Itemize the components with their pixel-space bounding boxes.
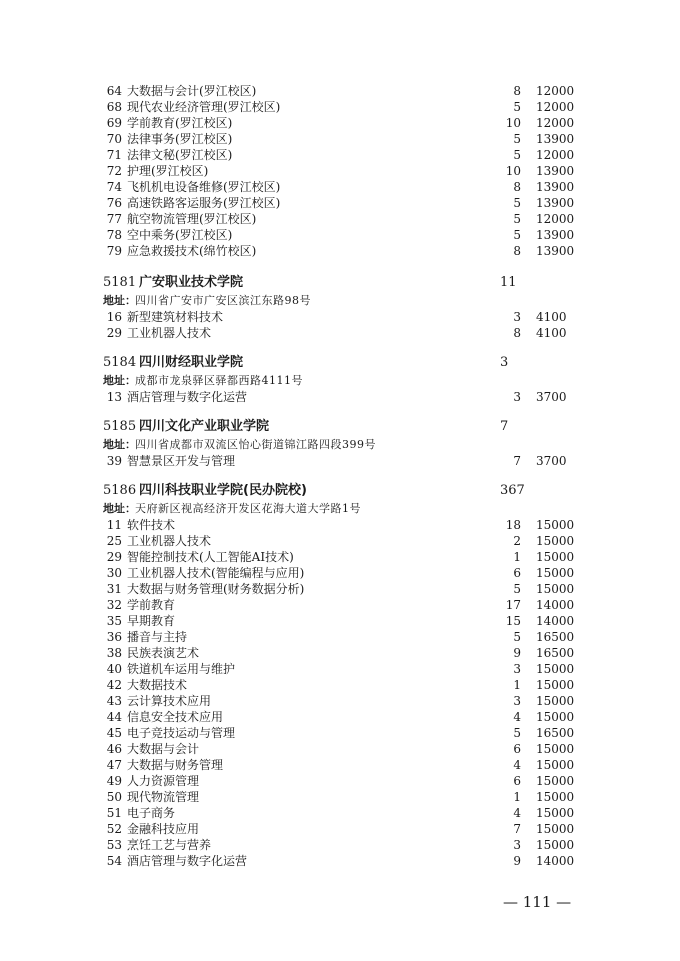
major-name: 大数据技术 — [127, 678, 188, 692]
major-code: 36 — [106, 630, 122, 644]
tuition-fee: 14000 — [536, 598, 575, 612]
major-code: 68 — [106, 100, 122, 114]
major-code: 52 — [106, 822, 122, 836]
major-row — [0, 725, 680, 741]
tuition-fee: 15000 — [536, 742, 575, 756]
major-name: 现代物流管理 — [127, 790, 200, 804]
tuition-fee: 13900 — [536, 180, 575, 194]
school-code: 5184 — [103, 355, 137, 370]
major-name: 电子商务 — [127, 806, 176, 820]
tuition-fee: 12000 — [536, 212, 575, 226]
school-section-5185 — [0, 417, 680, 469]
major-row — [0, 741, 680, 757]
tuition-fee: 15000 — [536, 534, 575, 548]
enrollment-count: 3 — [513, 310, 521, 324]
major-code: 53 — [106, 838, 122, 852]
tuition-fee: 15000 — [536, 662, 575, 676]
tuition-fee: 12000 — [536, 116, 575, 130]
major-name: 智慧景区开发与管理 — [127, 454, 236, 468]
enrollment-count: 2 — [513, 534, 521, 548]
major-row — [0, 549, 680, 565]
major-name: 铁道机车运用与维护 — [127, 662, 236, 676]
tuition-fee: 15000 — [536, 550, 575, 564]
tuition-fee: 14000 — [536, 854, 575, 868]
school-name: 四川科技职业学院(民办院校) — [139, 483, 307, 498]
major-row — [0, 211, 680, 227]
major-row — [0, 389, 680, 405]
tuition-fee: 3700 — [536, 390, 567, 404]
school-total: 11 — [500, 275, 517, 290]
tuition-fee: 3700 — [536, 454, 567, 468]
major-row — [0, 677, 680, 693]
major-code: 69 — [106, 116, 122, 130]
enrollment-count: 8 — [513, 84, 521, 98]
tuition-fee: 12000 — [536, 148, 575, 162]
major-row — [0, 227, 680, 243]
tuition-fee: 15000 — [536, 838, 575, 852]
page-number: — 111 — — [503, 893, 572, 911]
major-name: 软件技术 — [127, 518, 176, 532]
major-code: 74 — [106, 180, 122, 194]
major-row — [0, 757, 680, 773]
enrollment-count: 10 — [505, 164, 521, 178]
major-row — [0, 179, 680, 195]
enrollment-count: 8 — [513, 244, 521, 258]
major-code: 50 — [106, 790, 122, 804]
major-row — [0, 453, 680, 469]
major-row — [0, 581, 680, 597]
tuition-fee: 13900 — [536, 228, 575, 242]
major-row — [0, 163, 680, 179]
major-code: 78 — [106, 228, 122, 242]
school-total: 367 — [500, 483, 525, 498]
school-address — [0, 437, 680, 453]
tuition-fee: 15000 — [536, 518, 575, 532]
major-name: 民族表演艺术 — [127, 646, 200, 660]
major-name: 新型建筑材料技术 — [127, 310, 224, 324]
major-row — [0, 853, 680, 869]
major-row — [0, 613, 680, 629]
enrollment-count: 5 — [513, 630, 521, 644]
major-name: 酒店管理与数字化运营 — [127, 390, 248, 404]
school-section-5181 — [0, 273, 680, 341]
address-text: 成都市龙泉驿区驿都西路4111号 — [135, 374, 303, 387]
address-label: 地址： — [103, 294, 136, 307]
major-row — [0, 309, 680, 325]
major-name: 大数据与财务管理(财务数据分析) — [127, 582, 305, 596]
major-code: 47 — [106, 758, 122, 772]
enrollment-count: 7 — [513, 822, 521, 836]
tuition-fee: 4100 — [536, 326, 567, 340]
school-name: 四川财经职业学院 — [139, 355, 244, 370]
enrollment-count: 17 — [505, 598, 521, 612]
enrollment-count: 6 — [513, 774, 521, 788]
enrollment-count: 9 — [513, 646, 521, 660]
enrollment-count: 5 — [513, 100, 521, 114]
major-name: 高速铁路客运服务(罗江校区) — [127, 196, 281, 210]
major-name: 空中乘务(罗江校区) — [127, 228, 233, 242]
enrollment-count: 3 — [513, 838, 521, 852]
tuition-fee: 15000 — [536, 774, 575, 788]
tuition-fee: 16500 — [536, 630, 575, 644]
address-text: 天府新区视高经济开发区花海大道大学路1号 — [135, 502, 361, 515]
tuition-fee: 15000 — [536, 822, 575, 836]
school-header — [0, 353, 680, 373]
tuition-fee: 13900 — [536, 132, 575, 146]
major-name: 护理(罗江校区) — [127, 164, 209, 178]
major-name: 飞机机电设备维修(罗江校区) — [127, 180, 281, 194]
school-code: 5181 — [103, 275, 137, 290]
major-code: 32 — [106, 598, 122, 612]
major-row — [0, 195, 680, 211]
enrollment-count: 10 — [505, 116, 521, 130]
major-code: 16 — [106, 310, 122, 324]
enrollment-count: 8 — [513, 326, 521, 340]
major-row — [0, 597, 680, 613]
tuition-fee: 15000 — [536, 694, 575, 708]
major-code: 43 — [106, 694, 122, 708]
major-name: 法律文秘(罗江校区) — [127, 148, 233, 162]
tuition-fee: 16500 — [536, 726, 575, 740]
major-code: 77 — [106, 212, 122, 226]
major-name: 学前教育(罗江校区) — [127, 116, 233, 130]
tuition-fee: 14000 — [536, 614, 575, 628]
enrollment-count: 4 — [513, 806, 521, 820]
tuition-fee: 13900 — [536, 244, 575, 258]
major-row — [0, 83, 680, 99]
enrollment-count: 3 — [513, 694, 521, 708]
enrollment-count: 1 — [513, 550, 521, 564]
tuition-fee: 15000 — [536, 806, 575, 820]
school-address — [0, 501, 680, 517]
major-row — [0, 789, 680, 805]
major-code: 35 — [106, 614, 122, 628]
address-text: 四川省成都市双流区怡心街道锦江路四段399号 — [135, 438, 376, 451]
tuition-fee: 16500 — [536, 646, 575, 660]
enrollment-count: 4 — [513, 758, 521, 772]
major-name: 大数据与财务管理 — [127, 758, 224, 772]
address-label: 地址： — [103, 438, 136, 451]
school-address — [0, 373, 680, 389]
school-code: 5185 — [103, 419, 137, 434]
enrollment-count: 15 — [505, 614, 521, 628]
tuition-fee: 4100 — [536, 310, 567, 324]
major-row — [0, 533, 680, 549]
major-row — [0, 131, 680, 147]
major-code: 29 — [106, 550, 122, 564]
major-row — [0, 517, 680, 533]
enrollment-count: 5 — [513, 726, 521, 740]
school-name: 四川文化产业职业学院 — [139, 419, 270, 434]
enrollment-count: 7 — [513, 454, 521, 468]
major-code: 46 — [106, 742, 122, 756]
address-text: 四川省广安市广安区滨江东路98号 — [135, 294, 311, 307]
enrollment-count: 6 — [513, 566, 521, 580]
major-row — [0, 147, 680, 163]
major-code: 29 — [106, 326, 122, 340]
major-name: 信息安全技术应用 — [127, 710, 224, 724]
major-name: 学前教育 — [127, 598, 176, 612]
major-code: 11 — [106, 518, 122, 532]
major-row — [0, 709, 680, 725]
major-code: 79 — [106, 244, 122, 258]
enrollment-count: 8 — [513, 180, 521, 194]
major-code: 40 — [106, 662, 122, 676]
major-name: 工业机器人技术 — [127, 326, 212, 340]
major-name: 早期教育 — [127, 614, 176, 628]
enrollment-count: 5 — [513, 148, 521, 162]
enrollment-count: 4 — [513, 710, 521, 724]
school-total: 7 — [500, 419, 509, 434]
address-label: 地址： — [103, 374, 136, 387]
major-row — [0, 773, 680, 789]
major-name: 工业机器人技术(智能编程与应用) — [127, 566, 305, 580]
major-code: 30 — [106, 566, 122, 580]
major-code: 72 — [106, 164, 122, 178]
major-code: 39 — [106, 454, 122, 468]
school-address — [0, 293, 680, 309]
school-section-5186 — [0, 481, 680, 869]
major-name: 应急救援技术(绵竹校区) — [127, 244, 257, 258]
major-row — [0, 805, 680, 821]
tuition-fee: 15000 — [536, 710, 575, 724]
major-name: 大数据与会计(罗江校区) — [127, 84, 257, 98]
enrollment-count: 5 — [513, 212, 521, 226]
school-code: 5186 — [103, 483, 137, 498]
major-row — [0, 325, 680, 341]
major-name: 法律事务(罗江校区) — [127, 132, 233, 146]
major-code: 13 — [106, 390, 122, 404]
enrollment-count: 18 — [505, 518, 521, 532]
tuition-fee: 15000 — [536, 758, 575, 772]
major-code: 76 — [106, 196, 122, 210]
tuition-fee: 15000 — [536, 678, 575, 692]
tuition-fee: 12000 — [536, 84, 575, 98]
major-code: 38 — [106, 646, 122, 660]
tuition-fee: 13900 — [536, 196, 575, 210]
major-row — [0, 99, 680, 115]
enrollment-count: 5 — [513, 228, 521, 242]
major-row — [0, 243, 680, 259]
major-code: 44 — [106, 710, 122, 724]
major-name: 人力资源管理 — [127, 774, 200, 788]
enrollment-count: 9 — [513, 854, 521, 868]
major-code: 25 — [106, 534, 122, 548]
major-name: 金融科技应用 — [127, 822, 200, 836]
major-code: 31 — [106, 582, 122, 596]
address-label: 地址： — [103, 502, 136, 515]
enrollment-count: 3 — [513, 662, 521, 676]
enrollment-count: 5 — [513, 582, 521, 596]
major-row — [0, 693, 680, 709]
enrollment-count: 5 — [513, 196, 521, 210]
major-code: 51 — [106, 806, 122, 820]
major-code: 71 — [106, 148, 122, 162]
major-row — [0, 661, 680, 677]
major-row — [0, 565, 680, 581]
school-header — [0, 481, 680, 501]
tuition-fee: 13900 — [536, 164, 575, 178]
top-major-list — [0, 83, 680, 259]
school-section-5184 — [0, 353, 680, 405]
tuition-fee: 15000 — [536, 566, 575, 580]
major-code: 70 — [106, 132, 122, 146]
major-row — [0, 645, 680, 661]
major-code: 45 — [106, 726, 122, 740]
major-row — [0, 629, 680, 645]
tuition-fee: 15000 — [536, 582, 575, 596]
major-row — [0, 837, 680, 853]
major-name: 现代农业经济管理(罗江校区) — [127, 100, 281, 114]
school-header — [0, 273, 680, 293]
major-name: 电子竞技运动与管理 — [127, 726, 236, 740]
major-name: 智能控制技术(人工智能AI技术) — [127, 550, 294, 564]
school-name: 广安职业技术学院 — [139, 275, 244, 290]
enrollment-count: 3 — [513, 390, 521, 404]
major-code: 64 — [106, 84, 122, 98]
major-code: 49 — [106, 774, 122, 788]
enrollment-count: 6 — [513, 742, 521, 756]
tuition-fee: 12000 — [536, 100, 575, 114]
major-name: 工业机器人技术 — [127, 534, 212, 548]
enrollment-count: 1 — [513, 790, 521, 804]
school-total: 3 — [500, 355, 509, 370]
major-name: 播音与主持 — [127, 630, 188, 644]
major-code: 42 — [106, 678, 122, 692]
major-name: 大数据与会计 — [127, 742, 200, 756]
major-row — [0, 115, 680, 131]
major-name: 云计算技术应用 — [127, 694, 212, 708]
major-name: 航空物流管理(罗江校区) — [127, 212, 257, 226]
school-header — [0, 417, 680, 437]
major-name: 酒店管理与数字化运营 — [127, 854, 248, 868]
major-row — [0, 821, 680, 837]
major-name: 烹饪工艺与营养 — [127, 838, 212, 852]
enrollment-count: 5 — [513, 132, 521, 146]
tuition-fee: 15000 — [536, 790, 575, 804]
enrollment-count: 1 — [513, 678, 521, 692]
major-code: 54 — [106, 854, 122, 868]
